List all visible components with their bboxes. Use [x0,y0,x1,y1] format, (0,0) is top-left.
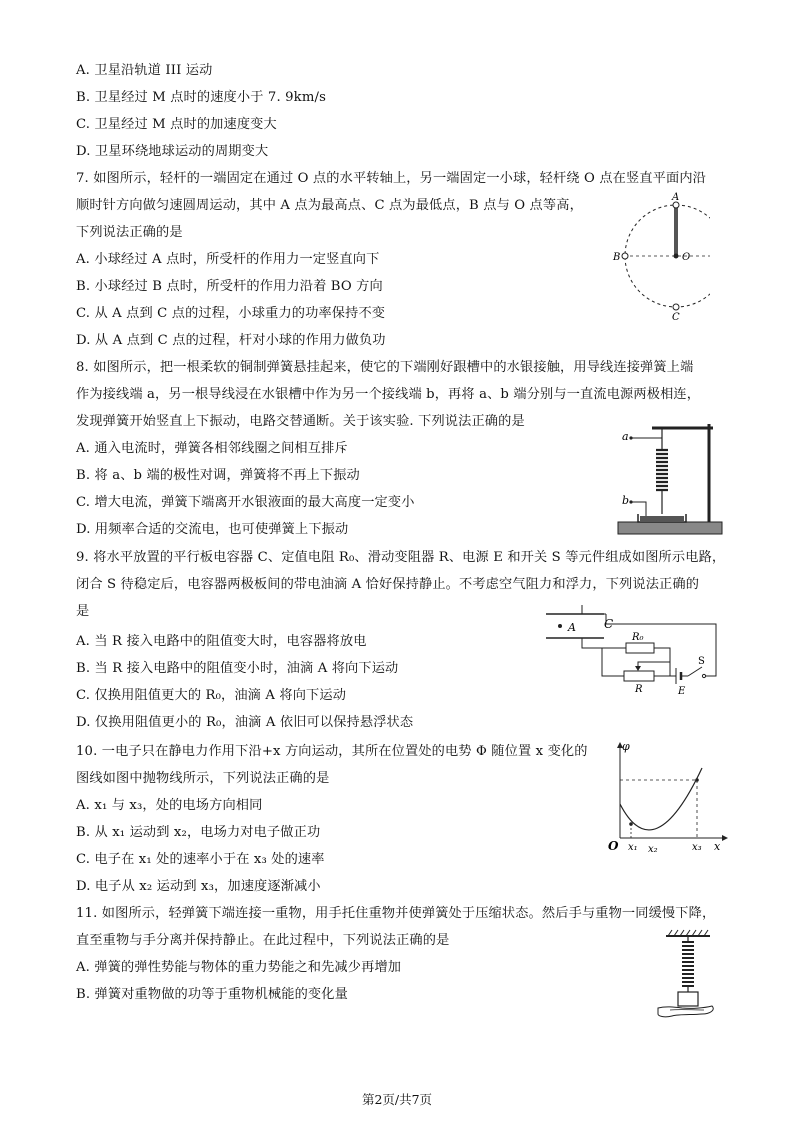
q9-option-d: D. 仅换用阻值更小的 R₀，油滴 A 依旧可以保持悬浮状态 [76,715,414,730]
q8-stem-line-1: 8. 如图所示，把一根柔软的铜制弹簧悬挂起来，使它的下端刚好跟槽中的水银接触，用导线连接弹簧上端 [76,360,694,375]
q8-option-c: C. 增大电流，弹簧下端离开水银液面的最大高度一定变小 [76,495,415,510]
q8-option-a: A. 通入电流时，弹簧各相邻线圈之间相互排斥 [76,441,348,456]
q10-potential-graph [604,740,728,856]
q9-label-e: E [678,686,686,696]
q6-option-a: A. 卫星沿轨道 III 运动 [76,63,213,78]
q9-label-s: S [698,656,705,667]
q10-label-o: O [608,839,619,853]
q9-option-b: B. 当 R 接入电路中的阻值变小时，油滴 A 将向下运动 [76,661,399,676]
q9-label-r0: R₀ [632,632,644,643]
q10-stem-line-2: 图线如图中抛物线所示，下列说法正确的是 [76,771,330,786]
q10-option-c: C. 电子在 x₁ 处的速率小于在 x₃ 处的速率 [76,852,325,867]
q7-stem-line-1: 7. 如图所示，轻杆的一端固定在通过 O 点的水平转轴上，另一端固定一小球，轻杆绕 O 点在竖直平面内沿 [76,171,707,186]
q9-label-r: R [635,684,643,695]
q9-stem-line-2: 闭合 S 待稳定后，电容器两极板间的带电油滴 A 恰好保持静止。不考虑空气阻力和浮力，下列说法正确的 [76,577,700,592]
q10-option-b: B. 从 x₁ 运动到 x₂，电场力对电子做正功 [76,825,321,840]
q7-label-c: C [672,312,680,320]
q8-option-b: B. 将 a、b 端的极性对调，弹簧将不再上下振动 [76,468,360,483]
q11-option-b: B. 弹簧对重物做的功等于重物机械能的变化量 [76,987,348,1002]
q8-stem-line-2: 作为接线端 a，另一根导线浸在水银槽中作为另一个接线端 b，再将 a、b 端分别与一直流电源两极相连， [76,387,701,402]
q9-option-c: C. 仅换用阻值更大的 R₀，油滴 A 将向下运动 [76,688,347,703]
q10-option-d: D. 电子从 x₂ 运动到 x₃，加速度逐渐减小 [76,879,321,894]
q8-option-d: D. 用频率合适的交流电，也可使弹簧上下振动 [76,522,349,537]
q6-option-b: B. 卫星经过 M 点时的速度小于 7. 9km/s [76,90,326,105]
q7-label-a: A [672,192,680,203]
q10-stem-line-1: 10. 一电子只在静电力作用下沿+x 方向运动，其所在位置处的电势 Φ 随位置 x 变化的 [76,744,588,759]
q7-label-b: B [613,252,621,263]
q10-option-a: A. x₁ 与 x₃，处的电场方向相同 [76,798,263,813]
q11-stem-line-1: 11. 如图所示，轻弹簧下端连接一重物，用手托住重物并使弹簧处于压缩状态。然后手与重物一同缓慢下降， [76,906,716,921]
q7-option-d: D. 从 A 点到 C 点的过程，杆对小球的作用力做负功 [76,333,386,348]
q8-spring-figure [612,418,724,538]
q10-label-x3: x₃ [692,842,702,853]
q6-option-c: C. 卫星经过 M 点时的加速度变大 [76,117,277,132]
q7-label-o: O [682,252,691,263]
q8-stem-line-3: 发现弹簧开始竖直上下振动，电路交替通断。关于该实验. 下列说法正确的是 [76,414,525,429]
q11-spring-hand-figure [652,928,732,1022]
q10-label-x2: x₂ [648,844,658,855]
q7-option-c: C. 从 A 点到 C 点的过程，小球重力的功率保持不变 [76,306,386,321]
q9-label-a: A [568,621,576,634]
q7-circle-figure [610,192,710,320]
q7-stem-line-3: 下列说法正确的是 [76,225,183,240]
q8-label-b: b [622,494,630,507]
q7-option-a: A. 小球经过 A 点时，所受杆的作用力一定竖直向下 [76,252,380,267]
q10-label-phi: φ [622,740,630,753]
q9-label-c: C [604,617,614,631]
q9-stem-line-1: 9. 将水平放置的平行板电容器 C、定值电阻 R₀、滑动变阻器 R、电源 E 和开关 S 等元件组成如图所示电路， [76,550,726,565]
q10-label-x: x [714,840,721,853]
page-footer: 第2页/共7页 [361,1092,433,1107]
q8-label-a: a [622,430,629,443]
q6-option-d: D. 卫星环绕地球运动的周期变大 [76,144,269,159]
q7-option-b: B. 小球经过 B 点时，所受杆的作用力沿着 BO 方向 [76,279,383,294]
q9-circuit-figure [546,604,722,696]
q9-stem-line-3: 是 [76,604,90,619]
q11-option-a: A. 弹簧的弹性势能与物体的重力势能之和先减少再增加 [76,960,402,975]
q10-label-x1: x₁ [628,842,638,853]
q9-option-a: A. 当 R 接入电路中的阻值变大时，电容器将放电 [76,634,367,649]
q11-stem-line-2: 直至重物与手分离并保持静止。在此过程中，下列说法正确的是 [76,933,450,948]
q7-stem-line-2: 顺时针方向做匀速圆周运动，其中 A 点为最高点、C 点为最低点，B 点与 O 点等高， [76,198,583,213]
